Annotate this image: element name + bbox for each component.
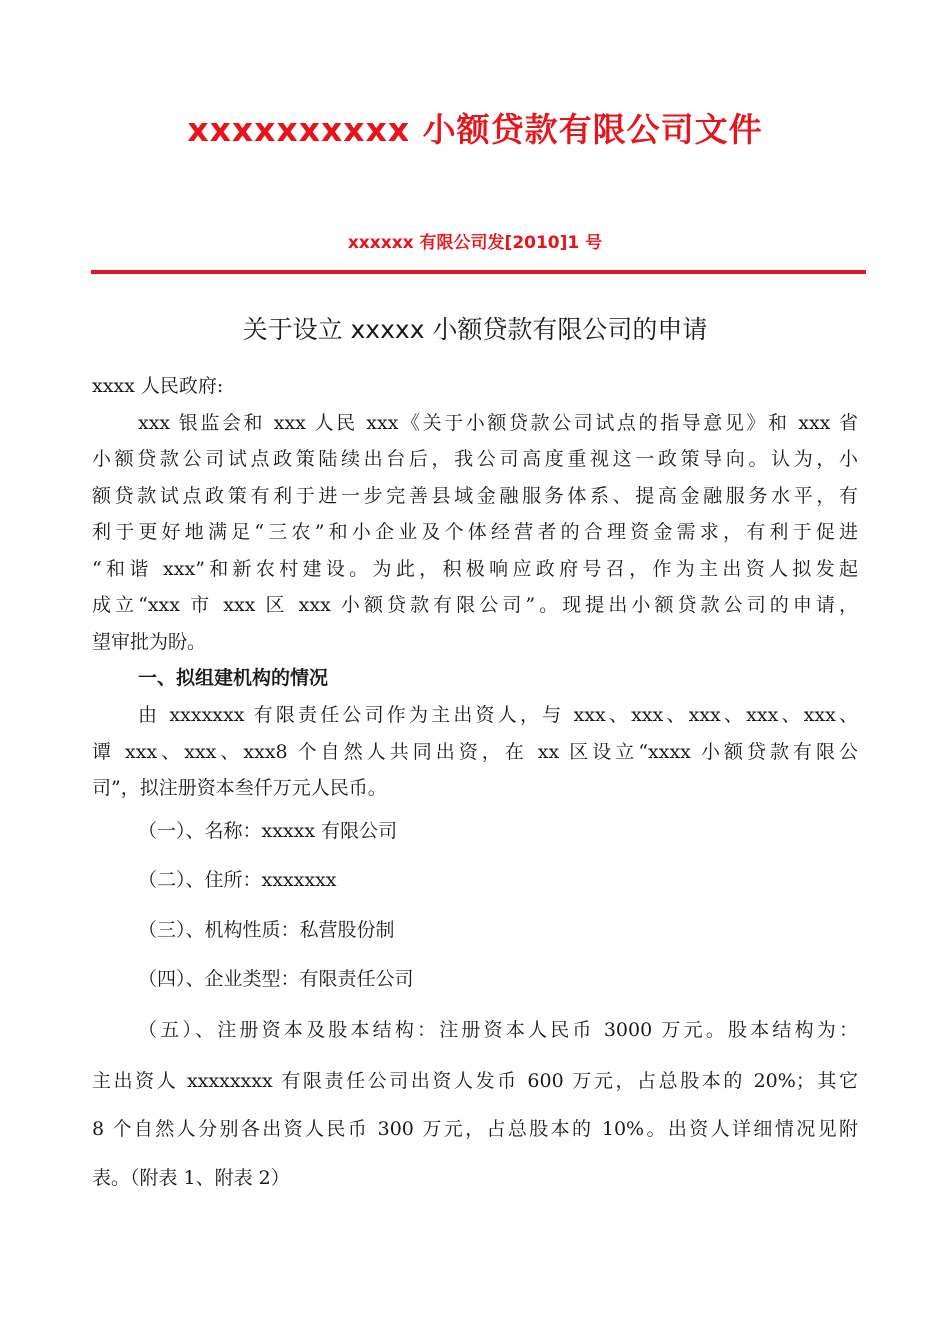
- intro-line: 利于更好地满足“三农”和小企业及个体经营者的合理资金需求，有利于促进: [92, 521, 858, 543]
- list-item: （一）、名称：xxxxx 有限公司: [138, 820, 398, 842]
- section1-line: 司”，拟注册资本叁仟万元人民币。: [92, 777, 387, 799]
- list-item: （二）、住所：xxxxxxx: [138, 869, 337, 891]
- intro-line: xxx 银监会和 xxx 人民 xxx《关于小额贷款公司试点的指导意见》和 xxx 省: [138, 412, 858, 434]
- section1-line: 由 xxxxxxx 有限责任公司作为主出资人，与 xxx、xxx、xxx、xxx、xxx、: [138, 704, 858, 726]
- intro-line: 成立“xxx 市 xxx 区 xxx 小额贷款有限公司”。现提出小额贷款公司的申请，: [92, 594, 858, 616]
- section-heading: 一、拟组建机构的情况: [138, 667, 329, 689]
- intro-line: “和谐 xxx”和新农村建设。为此，积极响应政府号召，作为主出资人拟发起: [92, 558, 858, 580]
- document-header-title: xxxxxxxxxx 小额贷款有限公司文件: [187, 110, 763, 149]
- document-number: xxxxxx 有限公司发[2010]1 号: [347, 233, 603, 253]
- intro-line: 小额贷款公司试点政策陆续出台后，我公司高度重视这一政策导向。认为，小: [92, 448, 858, 470]
- item5-line: （五）、注册资本及股本结构：注册资本人民币 3000 万元。股本结构为：: [138, 1019, 858, 1041]
- intro-line: 额贷款试点政策有利于进一步完善县域金融服务体系、提高金融服务水平，有: [92, 485, 858, 507]
- list-item: （三）、机构性质：私营股份制: [138, 919, 395, 941]
- application-title: 关于设立 xxxxx 小额贷款有限公司的申请: [242, 315, 708, 344]
- intro-line: 望审批为盼。: [92, 631, 207, 653]
- item5-line: 表。（附表 1、附表 2）: [92, 1167, 290, 1189]
- salutation: xxxx 人民政府:: [92, 375, 224, 397]
- red-divider-line: [91, 270, 866, 274]
- item5-line: 主出资人 xxxxxxxx 有限责任公司出资人发币 600 万元，占总股本的 20%；其它: [92, 1070, 858, 1092]
- section1-line: 谭 xxx、xxx、xxx8 个自然人共同出资，在 xx 区设立“xxxx 小额贷款有限公: [92, 741, 858, 763]
- item5-line: 8 个自然人分别各出资人民币 300 万元，占总股本的 10%。出资人详细情况见附: [92, 1118, 858, 1140]
- list-item: （四）、企业类型：有限责任公司: [138, 968, 414, 990]
